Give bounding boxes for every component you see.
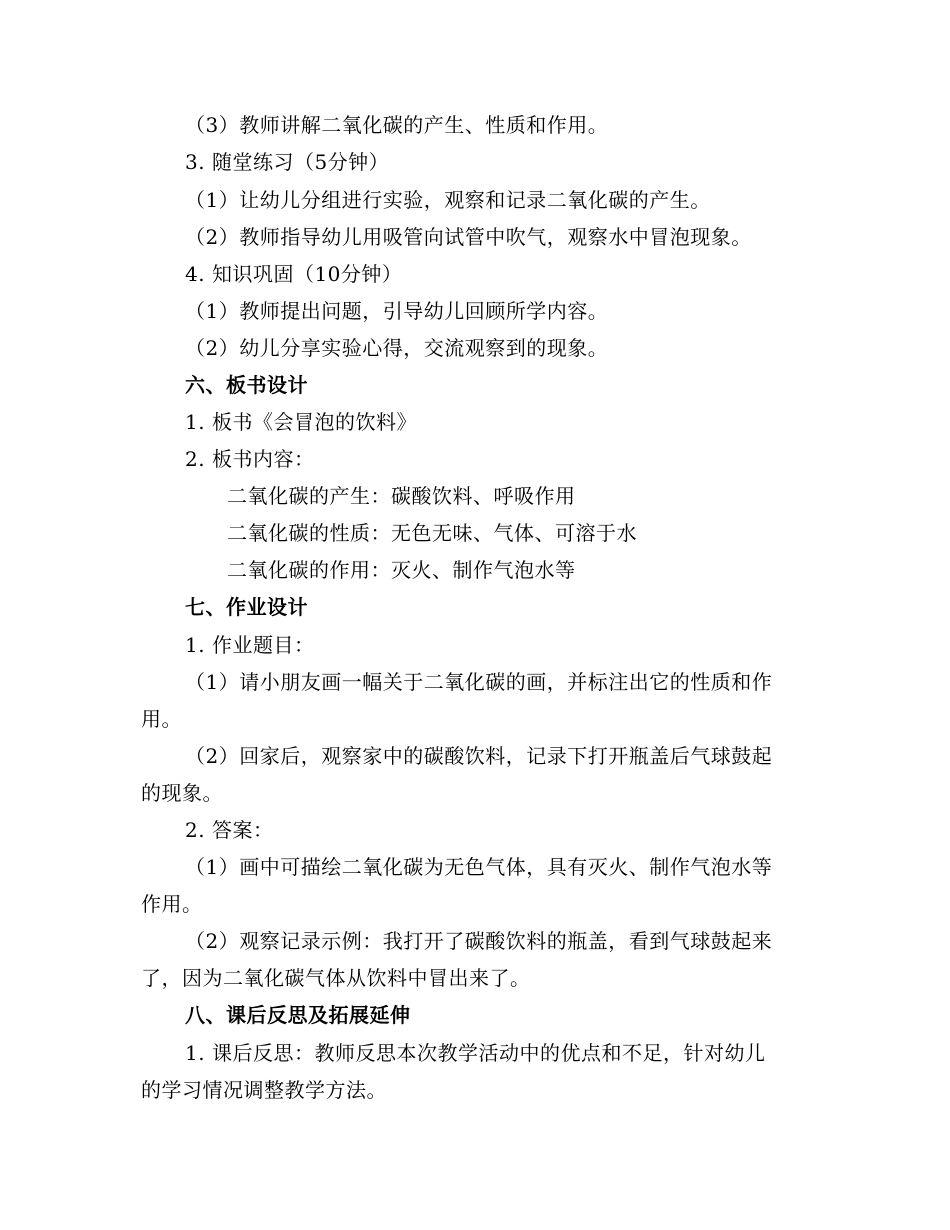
text-line: （3）教师讲解二氧化碳的产生、性质和作用。 xyxy=(185,113,609,137)
text-line: 作用。 xyxy=(141,892,203,916)
text-line: （2）回家后，观察家中的碳酸饮料，记录下打开瓶盖后气球鼓起 xyxy=(185,744,773,768)
text-line: 2. 答案： xyxy=(185,818,274,842)
text-line: 2. 板书内容： xyxy=(185,447,315,471)
text-line: 的学习情况调整教学方法。 xyxy=(141,1078,387,1102)
text-line: （2）幼儿分享实验心得，交流观察到的现象。 xyxy=(185,336,609,360)
text-line: （1）让幼儿分组进行实验，观察和记录二氧化碳的产生。 xyxy=(185,188,711,212)
section-heading: 八、课后反思及拓展延伸 xyxy=(185,1003,411,1027)
text-line: （2）观察记录示例：我打开了碳酸饮料的瓶盖，看到气球鼓起来 xyxy=(185,929,773,953)
text-line: 1. 作业题目： xyxy=(185,633,315,657)
text-line: 1. 课后反思：教师反思本次教学活动中的优点和不足，针对幼儿 xyxy=(185,1041,766,1065)
text-line: 了，因为二氧化碳气体从饮料中冒出来了。 xyxy=(141,966,531,990)
text-line: 1. 板书《会冒泡的饮料》 xyxy=(185,410,417,434)
text-line: 二氧化碳的产生：碳酸饮料、呼吸作用 xyxy=(227,484,576,508)
text-line: （1）请小朋友画一幅关于二氧化碳的画，并标注出它的性质和作 xyxy=(185,670,773,694)
text-line: （1）画中可描绘二氧化碳为无色气体，具有灭火、制作气泡水等 xyxy=(185,855,773,879)
section-heading: 六、板书设计 xyxy=(185,373,308,397)
text-line: 的现象。 xyxy=(141,781,223,805)
text-line: 4. 知识巩固（10分钟） xyxy=(185,262,403,286)
text-line: 3. 随堂练习（5分钟） xyxy=(185,150,390,174)
text-line: 二氧化碳的性质：无色无味、气体、可溶于水 xyxy=(227,521,637,545)
text-line: 用。 xyxy=(141,707,182,731)
text-line: 二氧化碳的作用：灭火、制作气泡水等 xyxy=(227,558,576,582)
section-heading: 七、作业设计 xyxy=(185,595,308,619)
text-line: （2）教师指导幼儿用吸管向试管中吹气，观察水中冒泡现象。 xyxy=(185,225,752,249)
text-line: （1）教师提出问题，引导幼儿回顾所学内容。 xyxy=(185,299,609,323)
